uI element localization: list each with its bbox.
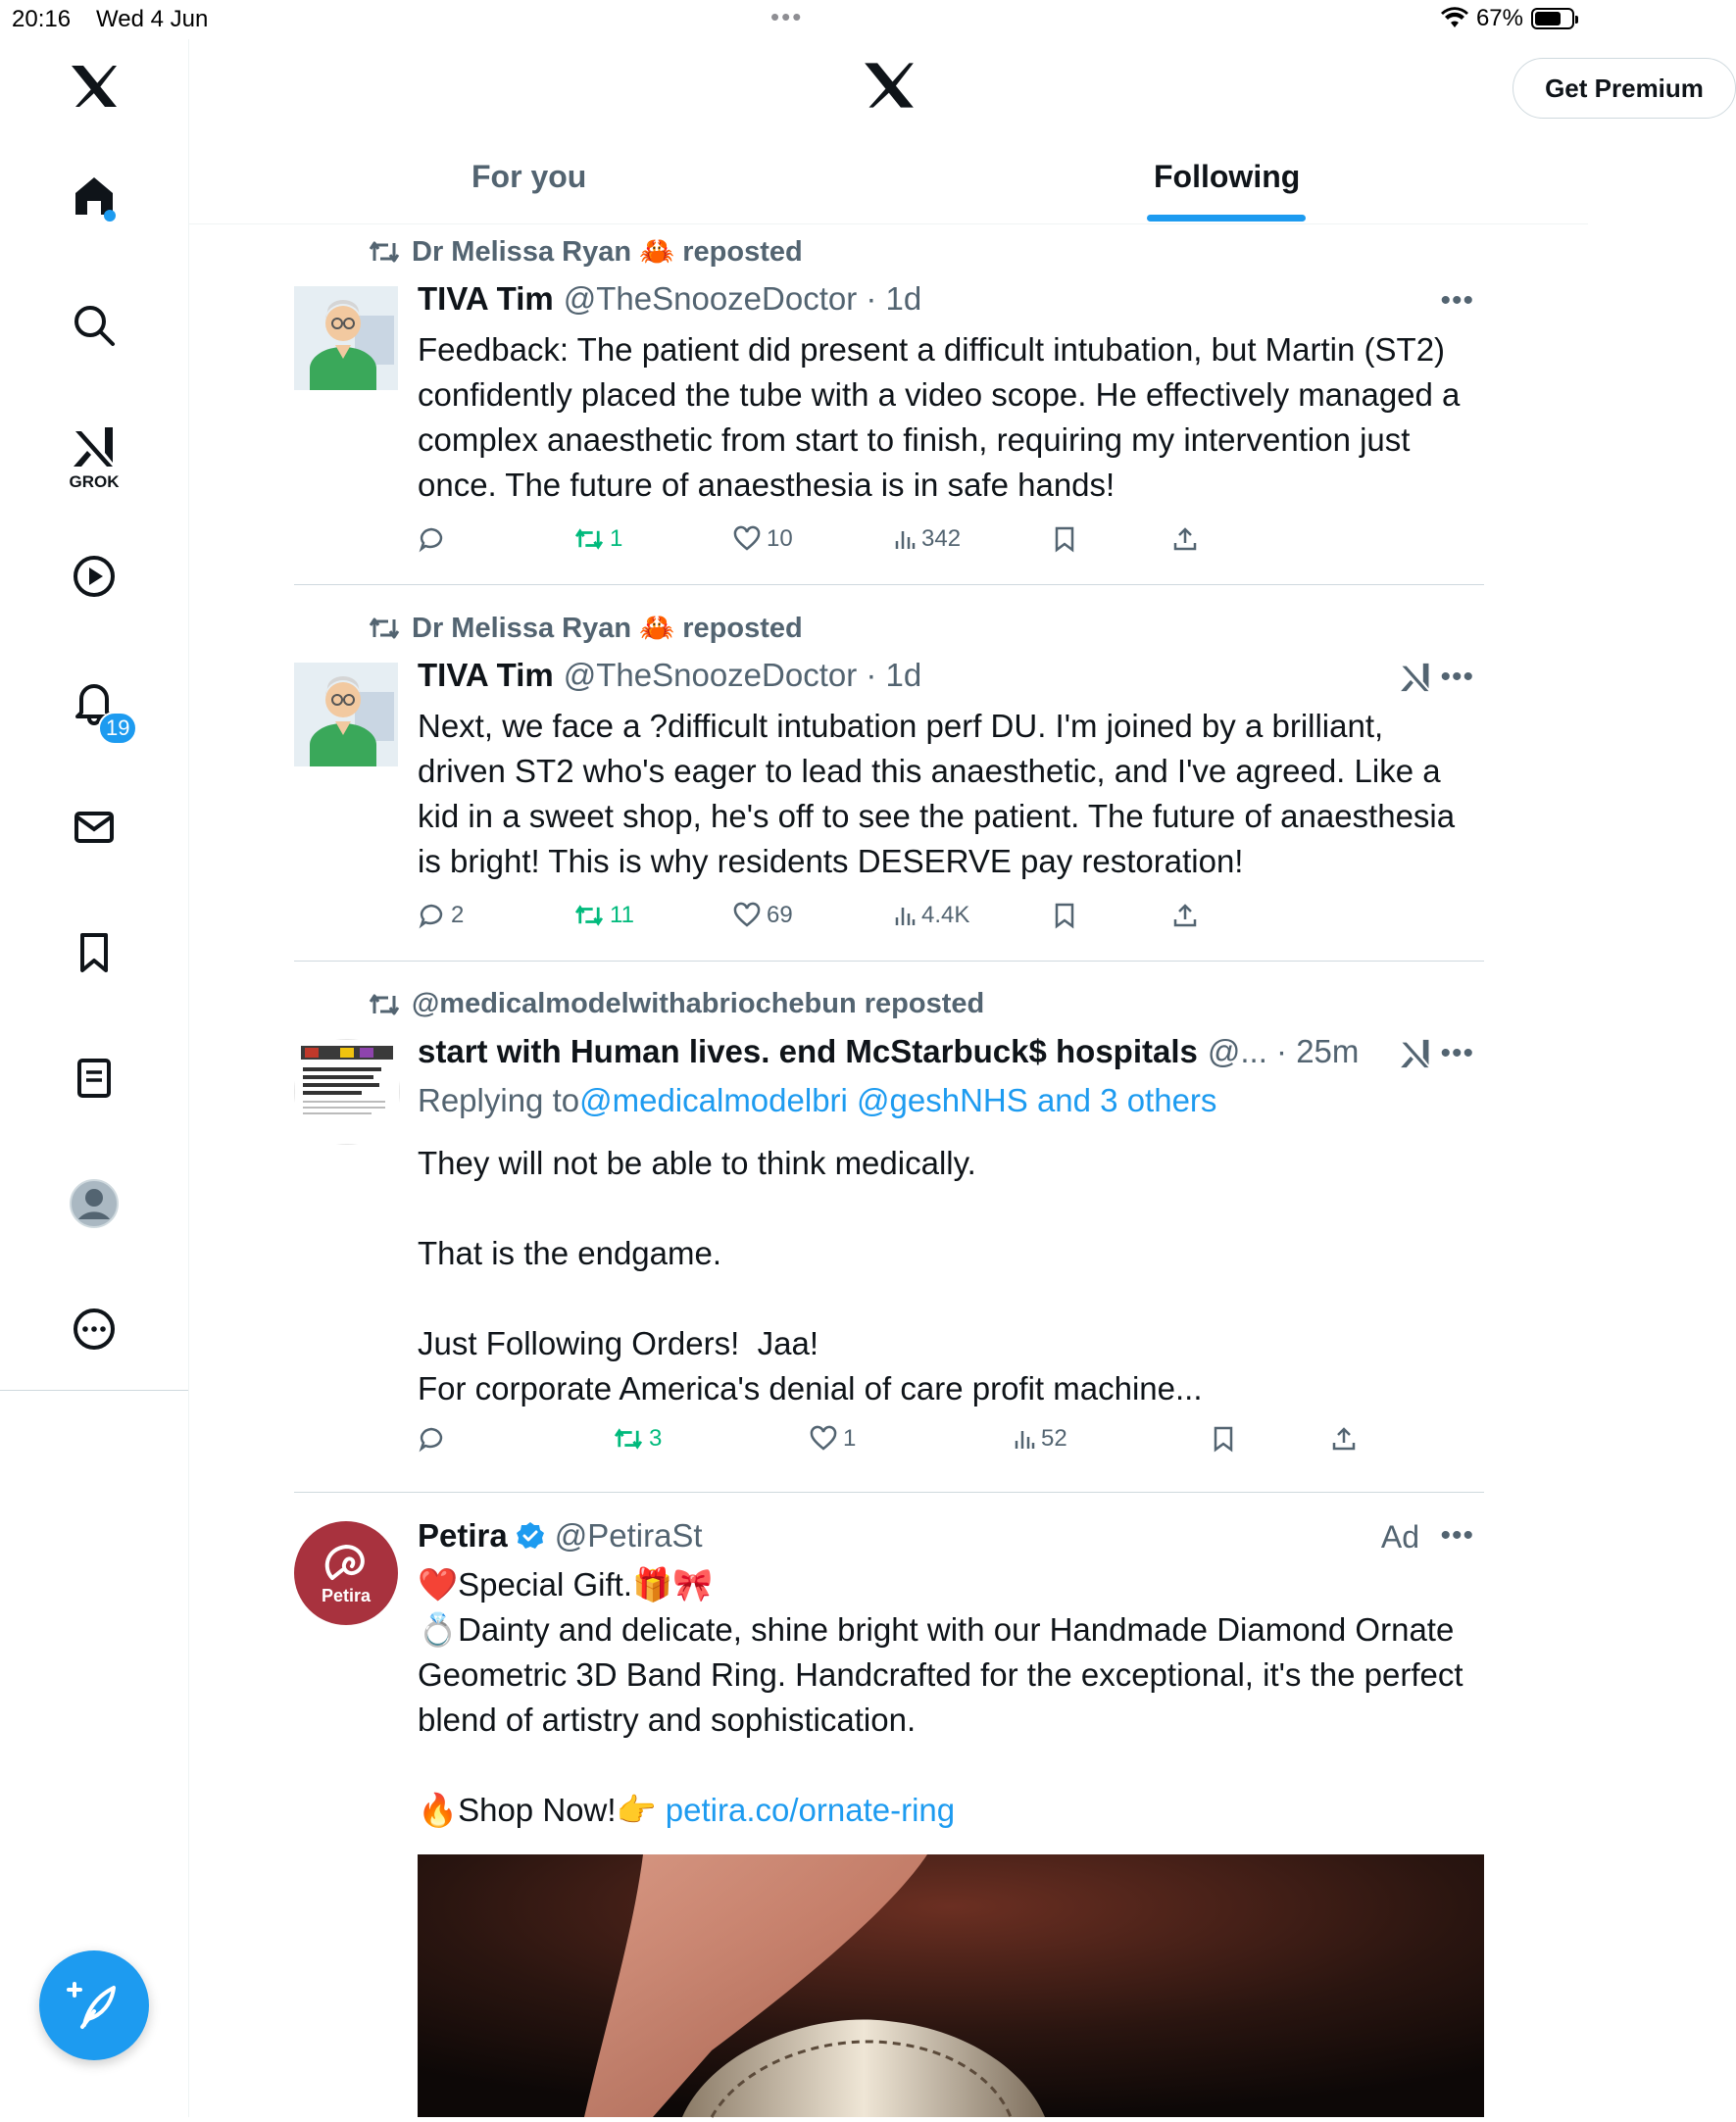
compose-feather-icon	[67, 1978, 122, 2033]
grok-explain-icon[interactable]	[1398, 661, 1433, 694]
share-button[interactable]	[1172, 525, 1198, 553]
like-button[interactable]	[733, 902, 793, 929]
repost-indicator	[369, 235, 803, 269]
reply-count: 2	[451, 902, 465, 928]
repost-button[interactable]	[574, 902, 634, 929]
sidebar	[0, 39, 189, 2117]
share-button[interactable]	[1331, 1425, 1357, 1453]
timeline-header	[189, 39, 1704, 224]
bookmark-button[interactable]	[1212, 1425, 1235, 1453]
post-2[interactable]	[294, 610, 1484, 962]
status-bar	[0, 0, 1588, 39]
grok-explain-icon[interactable]	[1398, 1037, 1433, 1070]
post-text: Next, we face a ?difficult intubation perf DU. I'm joined by a brilliant, driven ST2 who's eager to lead this anaesthetic, and I've agreed. Like a kid in a sweet shop, he's off to see the patient. The future of anaesthesia is bright! This is why residents DESERVE pay restoration!	[418, 708, 1464, 879]
repost-label: @medicalmodelwithabriochebun reposted	[412, 988, 985, 1019]
author-line	[418, 1517, 703, 1554]
x-logo-icon[interactable]	[65, 57, 124, 116]
views-button[interactable]	[894, 902, 969, 929]
avatar[interactable]	[294, 1039, 400, 1145]
tab-following[interactable]: Following	[1154, 159, 1301, 194]
bookmark-icon	[1212, 1425, 1235, 1453]
post-separator	[294, 1492, 1484, 1493]
like-count: 69	[767, 902, 793, 928]
share-button[interactable]	[1172, 902, 1198, 929]
views-icon	[894, 527, 916, 551]
petira-logo-icon	[321, 1541, 372, 1586]
author-name[interactable]: TIVA Tim	[418, 280, 554, 317]
author-handle[interactable]: @... · 25m	[1207, 1033, 1360, 1069]
repost-button[interactable]	[574, 525, 622, 553]
multitasking-dots-icon[interactable]: •••	[770, 2, 804, 31]
heart-icon	[810, 1426, 837, 1452]
author-name[interactable]: start with Human lives. end McStarbuck$ hospitals	[418, 1033, 1198, 1069]
author-line	[418, 657, 921, 694]
author-handle[interactable]: @PetiraSt	[554, 1517, 703, 1554]
repost-icon	[369, 239, 400, 265]
grok-icon[interactable]	[65, 414, 124, 502]
reply-button[interactable]	[418, 902, 464, 929]
sidebar-divider	[0, 1390, 188, 1391]
repost-icon	[369, 992, 400, 1017]
post-actions	[418, 902, 1398, 941]
tab-for-you[interactable]: For you	[471, 159, 587, 194]
author-name[interactable]: TIVA Tim	[418, 657, 554, 693]
ad-cta-label: 🔥Shop Now!👉	[418, 1792, 666, 1828]
bookmark-button[interactable]	[1053, 902, 1076, 929]
post-more-icon[interactable]: •••	[1440, 1519, 1474, 1552]
repost-button[interactable]	[614, 1425, 662, 1453]
view-count: 4.4K	[921, 902, 970, 928]
post-text: Feedback: The patient did present a difficult intubation, but Martin (ST2) confidently placed the tube with a video scope. He effectively managed a complex anaesthetic from start to finish, requiring my intervention just once. The future of anaesthesia is in safe hands!	[418, 331, 1469, 503]
ad-media-image[interactable]	[418, 1854, 1484, 2117]
view-count: 342	[921, 525, 962, 552]
like-button[interactable]	[810, 1425, 856, 1453]
repost-count-icon	[574, 527, 604, 551]
ad-link[interactable]: petira.co/ornate-ring	[665, 1792, 956, 1828]
like-count: 1	[843, 1425, 857, 1452]
compose-post-button[interactable]	[39, 1950, 149, 2060]
repost-indicator	[369, 988, 984, 1020]
post-separator	[294, 961, 1484, 962]
battery-percent: 67%	[1475, 5, 1523, 31]
repost-icon	[369, 616, 400, 641]
post-actions	[418, 525, 1398, 565]
lists-icon[interactable]	[65, 1049, 124, 1108]
post-actions	[418, 1425, 1398, 1464]
active-tab-indicator	[1147, 215, 1306, 222]
views-button[interactable]	[1014, 1425, 1067, 1453]
repost-count-icon	[574, 904, 604, 927]
replying-to-users[interactable]: @medicalmodelbri @geshNHS and 3 others	[579, 1082, 1217, 1118]
heart-icon	[733, 526, 761, 552]
post-3[interactable]	[294, 986, 1484, 1476]
views-icon	[1014, 1427, 1035, 1451]
share-icon	[1331, 1425, 1357, 1453]
reply-button[interactable]	[418, 1425, 451, 1453]
avatar[interactable]	[294, 663, 398, 766]
replying-to-label: Replying to	[418, 1082, 580, 1118]
ad-text: 💍Dainty and delicate, shine bright with our Handmade Diamond Ornate Geometric 3D Band Ring. Handcrafted for the exceptional, it's the perfect blend of artistry and sophistication.	[418, 1611, 1472, 1738]
wifi-icon	[1441, 8, 1468, 29]
status-time: 20:16	[12, 6, 72, 32]
reply-icon	[418, 525, 445, 553]
get-premium-button[interactable]: Get Premium	[1513, 58, 1736, 119]
author-line	[418, 280, 921, 318]
post-text: They will not be able to think medically. That is the endgame. Just Following Orders! Jaa! For corporate America's denial of care profit machine...	[418, 1145, 1203, 1406]
post-more-icon[interactable]: •••	[1440, 1037, 1474, 1069]
verified-badge-icon	[516, 1521, 545, 1551]
more-options-icon[interactable]	[65, 1300, 124, 1358]
views-icon	[894, 904, 916, 927]
bookmark-button[interactable]	[1053, 525, 1076, 553]
repost-indicator	[369, 612, 803, 645]
video-icon[interactable]	[65, 547, 124, 606]
post-more-icon[interactable]: •••	[1440, 661, 1474, 693]
ad-label: Ad	[1380, 1519, 1419, 1554]
post-separator	[294, 584, 1484, 585]
repost-count: 11	[610, 902, 634, 928]
repost-count: 3	[649, 1425, 663, 1452]
repost-label: Dr Melissa Ryan 🦀 reposted	[412, 236, 803, 268]
x-header-logo-icon[interactable]	[863, 61, 916, 115]
views-button[interactable]	[894, 525, 961, 553]
bookmarks-icon[interactable]	[65, 923, 124, 982]
advertiser-avatar-text: Petira	[321, 1585, 372, 1605]
author-name[interactable]: Petira	[418, 1517, 508, 1554]
heart-icon	[733, 903, 761, 928]
advertiser-avatar[interactable]	[294, 1521, 398, 1625]
author-line	[418, 1033, 1359, 1070]
share-icon	[1172, 525, 1198, 553]
status-right	[1441, 5, 1574, 32]
author-handle[interactable]: @TheSnoozeDoctor · 1d	[563, 657, 922, 693]
replying-to	[418, 1082, 1216, 1119]
like-count: 10	[767, 525, 793, 552]
repost-label: Dr Melissa Ryan 🦀 reposted	[412, 613, 803, 644]
reply-button[interactable]	[418, 525, 451, 553]
post-1[interactable]	[294, 233, 1484, 586]
view-count: 52	[1041, 1425, 1067, 1452]
profile-avatar-icon[interactable]	[65, 1174, 124, 1233]
bookmark-icon	[1053, 525, 1076, 553]
search-icon[interactable]	[65, 296, 124, 355]
author-handle[interactable]: @TheSnoozeDoctor · 1d	[563, 280, 922, 317]
bookmark-icon	[1053, 902, 1076, 929]
reply-icon	[418, 1425, 445, 1453]
repost-count-icon	[614, 1427, 643, 1451]
like-button[interactable]	[733, 525, 793, 553]
battery-icon	[1531, 8, 1574, 29]
reply-icon	[418, 902, 445, 929]
messages-icon[interactable]	[65, 798, 124, 857]
ad-headline: ❤️Special Gift.🎁🎀	[418, 1566, 714, 1603]
home-unread-dot	[104, 210, 116, 222]
grok-label: GROK	[69, 472, 120, 491]
repost-count: 1	[610, 525, 623, 552]
ad-cta	[418, 1788, 1476, 1833]
share-icon	[1172, 902, 1198, 929]
avatar[interactable]	[294, 286, 398, 390]
notifications-badge: 19	[98, 712, 137, 745]
post-more-icon[interactable]: •••	[1440, 284, 1474, 317]
status-date: Wed 4 Jun	[96, 6, 209, 32]
